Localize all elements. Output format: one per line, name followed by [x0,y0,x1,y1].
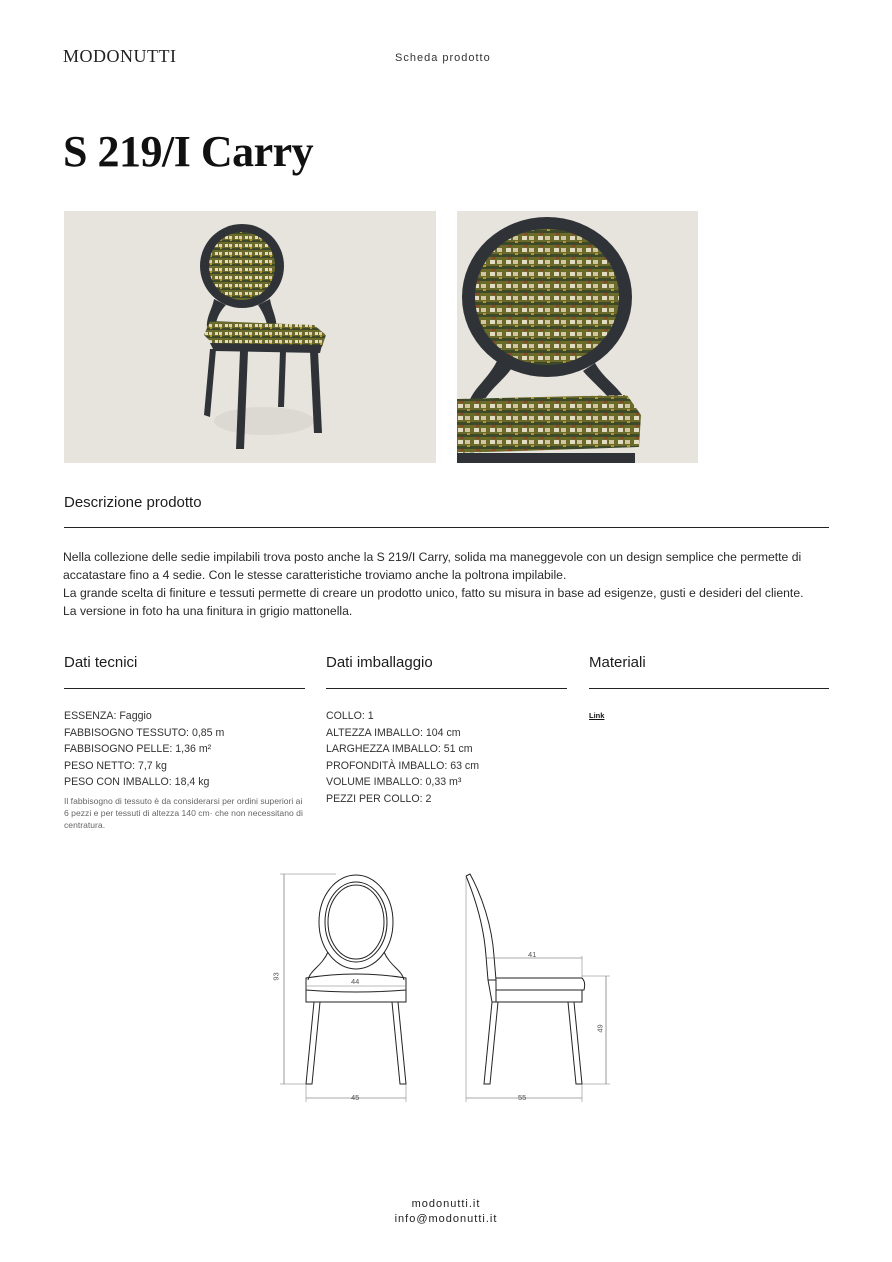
product-photo-full [64,211,436,463]
description-heading: Descrizione prodotto [64,494,202,511]
packaging-item: LARGHEZZA IMBALLO: 51 cm [326,743,473,755]
dimension-side-seat-depth: 41 [528,950,537,959]
packaging-item: VOLUME IMBALLO: 0,33 m³ [326,776,462,788]
packaging-divider [326,688,567,689]
dimension-side-seat-height: 49 [595,1024,605,1033]
technical-item: FABBISOGNO TESSUTO: 0,85 m [64,726,225,739]
brand-logo: MODONUTTI [63,46,177,66]
packaging-item: ALTEZZA IMBALLO: 104 cm [326,726,461,739]
side-view-drawing [466,874,610,1102]
dimension-side-depth: 55 [518,1093,527,1102]
materials-divider [589,688,829,689]
technical-divider [64,688,305,689]
front-view-drawing [280,874,406,1102]
packaging-item: PEZZI PER COLLO: 2 [326,792,432,805]
description-divider [64,527,829,528]
technical-heading: Dati tecnici [64,654,138,671]
packaging-item: COLLO: 1 [326,710,374,722]
description-paragraph: La versione in foto ha una finitura in grigio mattonella. [63,604,353,618]
product-title: S 219/I Carry [63,127,314,176]
packaging-item: PROFONDITÀ IMBALLO: 63 cm [326,759,480,772]
description-paragraph: Nella collezione delle sedie impilabili trova posto anche la S 219/I Carry, solida ma maneggevole con un design semplice che permette di accatastare fino a 4 sedie. Con le stesse caratteristiche troviamo anche la poltrona impilabile. [63,550,802,582]
footer-email[interactable]: info@modonutti.it [394,1213,498,1225]
footer-website[interactable]: modonutti.it [411,1198,481,1210]
product-photo-detail [457,211,698,463]
description-paragraph: La grande scelta di finiture e tessuti permette di creare un prodotto unico, fatto su misura in base ad esigenze, gusti e desideri del cliente. [63,586,804,600]
technical-note: Il fabbisogno di tessuto è da considerarsi per ordini superiori ai 6 pezzi e per tessuti di altezza 140 cm· che non necessitano di centratura. [64,796,303,830]
materials-link[interactable]: Link [589,711,605,720]
technical-item: PESO NETTO: 7,7 kg [64,759,167,772]
materials-heading: Materiali [589,654,646,671]
packaging-list [326,708,479,807]
technical-list [64,708,224,791]
dimension-front-seat-width: 44 [351,977,360,986]
document-type-label: Scheda prodotto [395,52,491,64]
dimension-front-height: 93 [271,972,281,981]
description-text [63,548,833,620]
dimension-front-width: 45 [351,1093,360,1102]
technical-item: PESO CON IMBALLO: 18,4 kg [64,776,210,788]
technical-item: ESSENZA: Faggio [64,710,152,722]
packaging-heading: Dati imballaggio [326,654,433,671]
technical-item: FABBISOGNO PELLE: 1,36 m² [64,743,212,755]
technical-drawing [270,866,620,1106]
